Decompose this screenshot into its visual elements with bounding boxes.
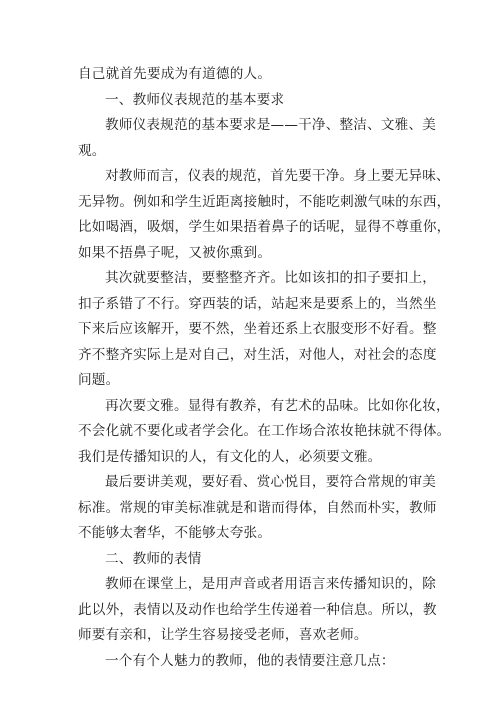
document-body bbox=[78, 62, 451, 674]
text-line: 此以外，表情以及动作也给学生传递着一种信息。所以，教 bbox=[78, 601, 437, 618]
text-line: 对教师而言，仪表的规范，首先要干净。身上要无异味、 bbox=[105, 168, 450, 184]
text-line: 扣子系错了不行。穿西装的话，站起来是要系上的，当然坐 bbox=[78, 295, 437, 312]
text-line: 如果不捂鼻子呢，又被你熏到。 bbox=[78, 244, 272, 261]
text-line: 最后要讲美观，要好看、赏心悦目，要符合常规的审美 bbox=[105, 474, 437, 490]
text-line: 其次就要整洁，要整整齐齐。比如该扣的扣子要扣上， bbox=[105, 270, 437, 286]
text-line: 无异物。例如和学生近距离接触时，不能吃刺激气味的东西， bbox=[78, 193, 451, 210]
text-line: 师要有亲和，让学生容易接受老师，喜欢老师。 bbox=[78, 627, 368, 643]
text-line: 齐不整齐实际上是对自己，对生活，对他人，对社会的态度 bbox=[78, 346, 437, 363]
text-line: 比如喝酒，吸烟，学生如果捂着鼻子的话呢，显得不尊重你， bbox=[78, 219, 451, 235]
text-line: 不会化就不要化或者学会化。在工作场合浓妆艳抹就不得体。 bbox=[78, 423, 451, 439]
section-heading: 一、教师仪表规范的基本要求 bbox=[105, 91, 285, 108]
text-line: 教师在课堂上，是用声音或者用语言来传播知识的，除 bbox=[105, 576, 437, 592]
section-heading: 二、教师的表情 bbox=[105, 550, 202, 567]
text-line: 教师仪表规范的基本要求是——干净、整洁、文雅、美 bbox=[105, 117, 437, 133]
text-line: 观。 bbox=[78, 142, 106, 159]
text-line: 我们是传播知识的人，有文化的人，必须要文雅。 bbox=[78, 448, 382, 465]
text-line: 问题。 bbox=[78, 372, 120, 388]
text-line: 一个有个人魅力的教师，他的表情要注意几点： bbox=[105, 652, 395, 669]
text-line: 不能够太奢华，不能够太夸张。 bbox=[78, 525, 272, 541]
text-line: 标准。常规的审美标准就是和谐而得体，自然而朴实，教师 bbox=[78, 499, 437, 516]
text-line: 再次要文雅。显得有教养，有艺术的品味。比如你化妆， bbox=[105, 397, 450, 414]
text-line: 自己就首先要成为有道德的人。 bbox=[78, 66, 272, 82]
text-line: 下来后应该解开，要不然，坐着还系上衣服变形不好看。整 bbox=[78, 321, 437, 337]
